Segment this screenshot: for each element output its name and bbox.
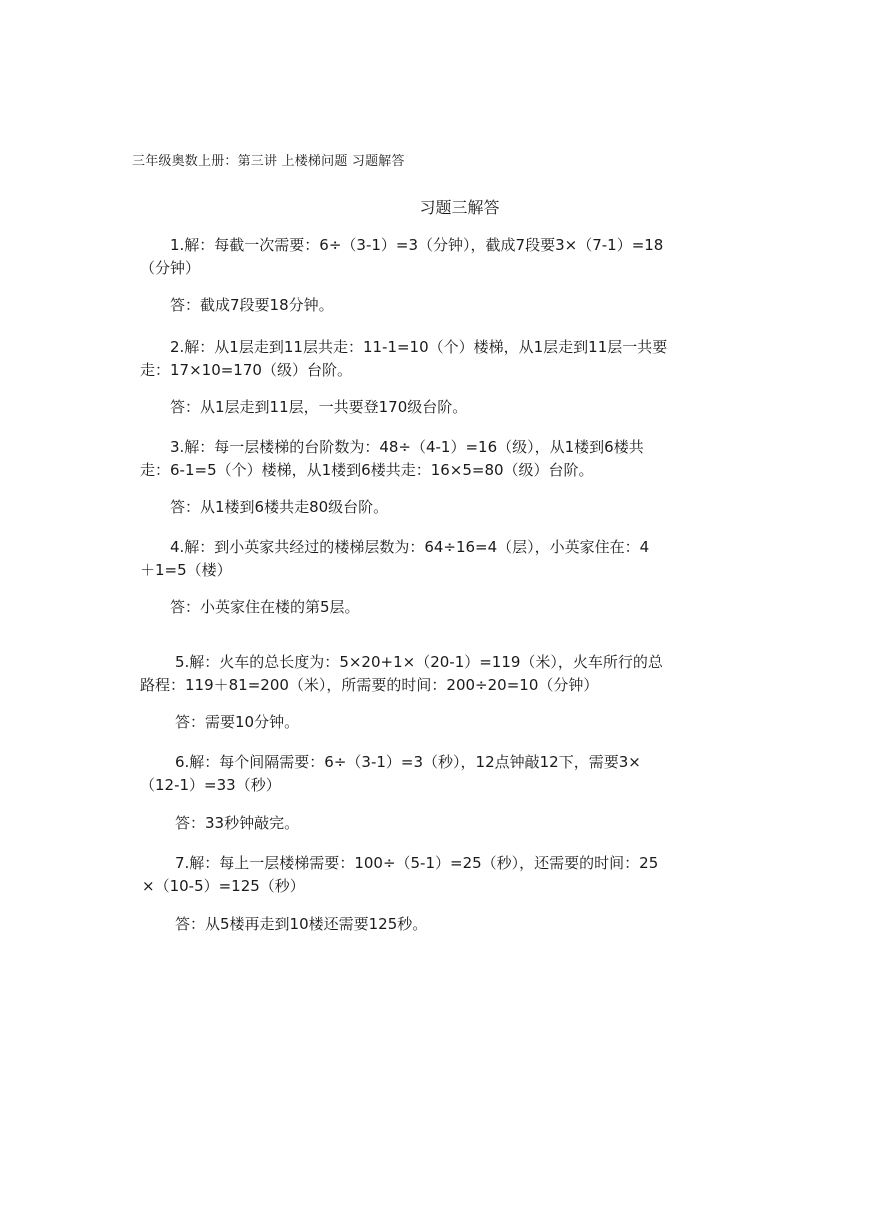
solution-line: （分钟） — [140, 259, 201, 277]
solution-line: 路程：119＋81=200（米），所需要的时间：200÷20=10（分钟） — [140, 676, 599, 694]
solution-line: 5.解：火车的总长度为：5×20+1×（20-1）=119（米），火车所行的总 — [175, 653, 663, 671]
problem-7-answer: 答：从5楼再走到10楼还需要125秒。 — [175, 915, 428, 933]
problem-5-solution — [140, 651, 663, 697]
problem-1-answer: 答：截成7段要18分钟。 — [170, 296, 334, 314]
problem-4-solution — [140, 536, 649, 582]
solution-line: （12-1）=33（秒） — [140, 776, 281, 794]
problem-2-solution — [140, 336, 667, 382]
solution-line: 1.解：每截一次需要：6÷（3-1）=3（分钟），截成7段要3×（7-1）=18 — [170, 236, 664, 254]
problem-6-solution — [140, 751, 641, 797]
solution-line: ＋1=5（楼） — [140, 561, 232, 579]
problem-6-answer: 答：33秒钟敲完。 — [175, 814, 300, 832]
solution-line: 走：17×10=170（级）台阶。 — [140, 361, 352, 379]
problem-7-solution — [142, 852, 658, 898]
page-title: 习题三解答 — [419, 198, 500, 217]
problem-4-answer: 答：小英家住在楼的第5层。 — [170, 598, 360, 616]
solution-line: 7.解：每上一层楼梯需要：100÷（5-1）=25（秒），还需要的时间：25 — [175, 854, 659, 872]
solution-line: ×（10-5）=125（秒） — [142, 877, 305, 895]
solution-line: 6.解：每个间隔需要：6÷（3-1）=3（秒），12点钟敲12下，需要3× — [175, 753, 641, 771]
document-header: 三年级奥数上册：第三讲 上楼梯问题 习题解答 — [132, 154, 405, 169]
problem-3-answer: 答：从1楼到6楼共走80级台阶。 — [170, 498, 389, 516]
problem-1-solution — [140, 234, 663, 280]
problem-3-solution — [140, 436, 644, 482]
solution-line: 3.解：每一层楼梯的台阶数为：48÷（4-1）=16（级），从1楼到6楼共 — [170, 438, 644, 456]
problem-5-answer: 答：需要10分钟。 — [175, 713, 300, 731]
solution-line: 走：6-1=5（个）楼梯，从1楼到6楼共走：16×5=80（级）台阶。 — [140, 461, 594, 479]
solution-line: 4.解：到小英家共经过的楼梯层数为：64÷16=4（层），小英家住在：4 — [170, 538, 650, 556]
solution-line: 2.解：从1层走到11层共走：11-1=10（个）楼梯，从1层走到11层一共要 — [170, 338, 668, 356]
problem-2-answer: 答：从1层走到11层，一共要登170级台阶。 — [170, 398, 468, 416]
